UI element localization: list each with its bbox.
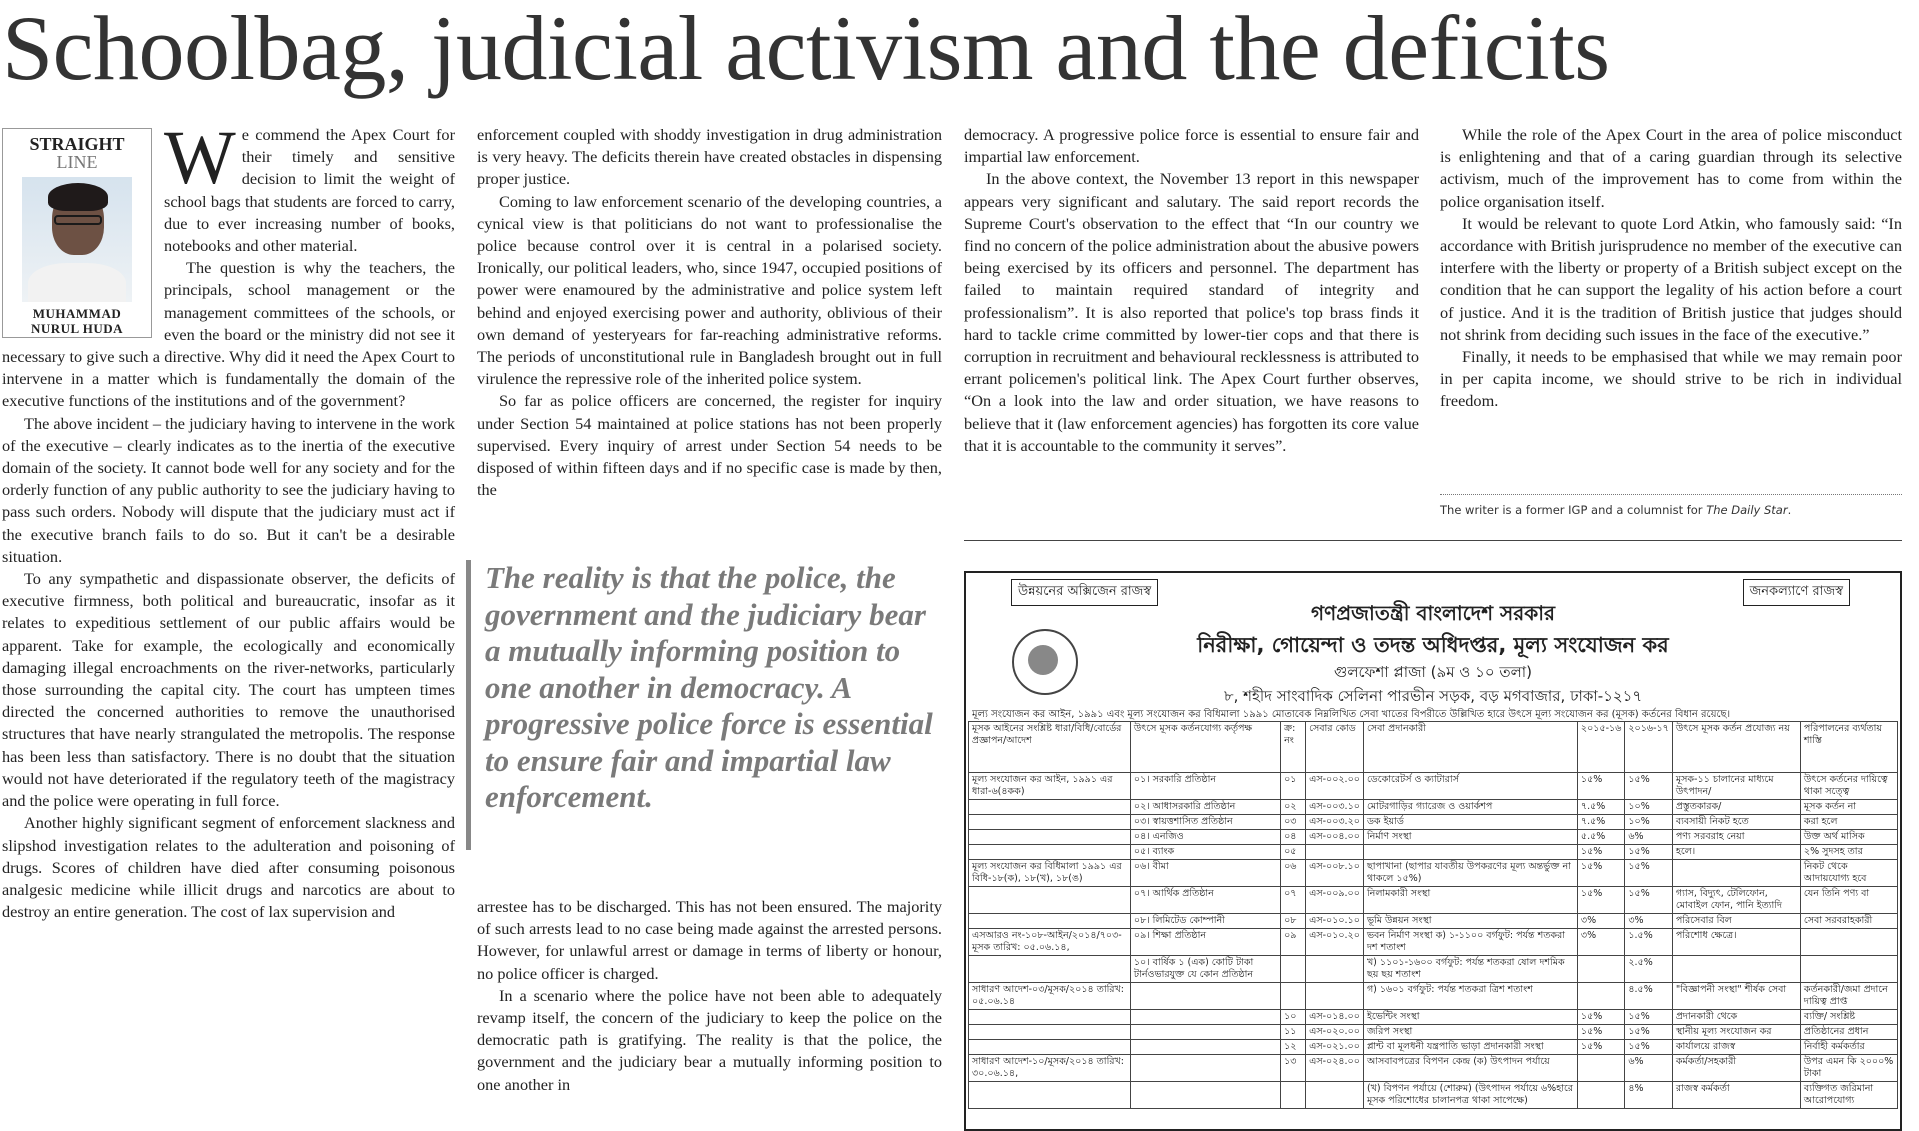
table-cell: ০৩ <box>1281 815 1306 830</box>
table-cell: ০৮। লিমিটেড কোম্পানী <box>1130 914 1280 929</box>
table-header: ক্র: নং <box>1281 722 1306 773</box>
table-cell <box>1130 983 1280 1010</box>
table-cell <box>969 800 1131 815</box>
table-cell: ১০ <box>1281 1010 1306 1025</box>
section-divider <box>964 540 1902 541</box>
table-cell: মূসক কর্তন না <box>1800 800 1897 815</box>
table-cell: নির্বাহী কর্মকর্তার <box>1800 1040 1897 1055</box>
table-cell <box>1577 1055 1624 1082</box>
table-cell: ১.৫% <box>1625 929 1672 956</box>
table-cell <box>969 1010 1131 1025</box>
table-cell: ০৯। শিক্ষা প্রতিষ্ঠান <box>1130 929 1280 956</box>
table-cell: পরিশোধ ক্ষেত্রে। <box>1672 929 1800 956</box>
table-cell: গ) ১৬০১ বর্গফুট: পর্যন্ত শতকরা ত্রিশ শতাংশ <box>1363 983 1577 1010</box>
table-cell <box>969 845 1131 860</box>
ad-tag-right: জনকল্যাণে রাজস্ব <box>1743 579 1850 606</box>
table-cell: ৭.৫% <box>1577 800 1624 815</box>
table-row <box>969 845 1898 860</box>
table-cell: ইভেন্টিং সংস্থা <box>1363 1010 1577 1025</box>
table-cell: মূল্য সংযোজন কর আইন, ১৯৯১ এর ধারা-৬(৪কক) <box>969 773 1131 800</box>
paragraph: arrestee has to be discharged. This has not been ensured. The majority of such arrests lead to no case being made against the arrested persons. However, for unlawful arrest or damage in terms of liberty or honour, no police officer is charged. <box>477 897 942 983</box>
table-cell: ১৫% <box>1577 1025 1624 1040</box>
table-cell: ০৪ <box>1281 830 1306 845</box>
table-cell: ডেকোরেটর্স ও ক্যাটারার্স <box>1363 773 1577 800</box>
table-cell <box>1577 1082 1624 1109</box>
table-cell: প্রদানকারী থেকে <box>1672 1010 1800 1025</box>
ad-address: ৮, শহীদ সাংবাদিক সেলিনা পারভীন সড়ক, বড় মগবাজার, ঢাকা-১২১৭ <box>1223 687 1643 705</box>
table-cell <box>1800 956 1897 983</box>
table-cell: পরিসেবার বিল <box>1672 914 1800 929</box>
table-cell: ০৬। বীমা <box>1130 860 1280 887</box>
table-cell <box>1130 1055 1280 1082</box>
table-cell <box>1672 860 1800 887</box>
table-cell: (খ) বিপণন পর্যায়ে (শোরুম) (উৎপাদন পর্যায়ে ৬%হারে মূসক পরিশোধের চালানপত্র থাকা সাপেক্ষে) <box>1363 1082 1577 1109</box>
table-cell <box>1800 929 1897 956</box>
table-cell: ১৫% <box>1625 1010 1672 1025</box>
table-cell: এস-০১৪.০০ <box>1306 1010 1364 1025</box>
paragraph: enforcement coupled with shoddy investigation in drug administration is very heavy. The deficits therein have created obstacles in dispensing proper justice. <box>477 125 942 189</box>
paragraph: The question is why the teachers, the principals, school management or the management committees of the schools, or even the board or the ministry did not see it necessary to give such a directive. Why did it need the Apex Court to intervene in a matter which is fundamentally the domain of the executive functions of the institutions and of the government? <box>2 258 455 411</box>
table-cell: ব্যবসায়ী নিকট হতে <box>1672 815 1800 830</box>
table-cell: এস-০০২.০০ <box>1306 773 1364 800</box>
table-row <box>969 815 1898 830</box>
column-1 <box>2 116 455 923</box>
headline: Schoolbag, judicial activism and the deficits <box>2 0 1610 99</box>
table-cell: ০৭ <box>1281 887 1306 914</box>
table-cell: ০১ <box>1281 773 1306 800</box>
table-cell: জরিপ সংস্থা <box>1363 1025 1577 1040</box>
table-cell: ০৩। স্বায়ত্তশাসিত প্রতিষ্ঠান <box>1130 815 1280 830</box>
table-row <box>969 1040 1898 1055</box>
table-cell: নির্মাণ সংস্থা <box>1363 830 1577 845</box>
table-cell: ০২ <box>1281 800 1306 815</box>
table-cell: ৩% <box>1625 914 1672 929</box>
table-cell: হলে। <box>1672 845 1800 860</box>
table-cell: মোটরগাড়ির গ্যারেজ ও ওয়ার্কশপ <box>1363 800 1577 815</box>
table-cell: এস-০০৪.০০ <box>1306 830 1364 845</box>
paragraph: The above incident – the judiciary having to intervene in the work of the executive – clearly indicates as to the inertia of the executive domain of the society. It cannot bode well for any society and for the orderly function of any public authority to see the judiciary having to pass such orders. Nobody will dispute that the judiciary must act if the executive branch fails to do so. But it can't be a desirable situation. <box>2 413 455 566</box>
table-cell: উৎসে কর্তনের দায়িত্বে থাকা সত্ত্বে <box>1800 773 1897 800</box>
table-cell: সাধারণ আদেশ-১০/মূসক/২০১৪ তারিখ: ৩০.০৬.১৪, <box>969 1055 1131 1082</box>
table-cell <box>1130 1040 1280 1055</box>
table-cell: ৬% <box>1625 830 1672 845</box>
column-4 <box>1440 124 1902 413</box>
table-cell <box>1577 956 1624 983</box>
table-cell <box>1130 1025 1280 1040</box>
table-cell: ৫.৫% <box>1577 830 1624 845</box>
table-cell: ১৫% <box>1577 1040 1624 1055</box>
table-row <box>969 1010 1898 1025</box>
table-row <box>969 1082 1898 1109</box>
table-cell: পণ্য সরবরাহ নেয়া <box>1672 830 1800 845</box>
table-cell: নিলামকারী সংস্থা <box>1363 887 1577 914</box>
table-cell: মূল্য সংযোজন কর বিধিমালা ১৯৯১ এর বিধি-১৮(ক), ১৮(খ), ১৮(ঙ) <box>969 860 1131 887</box>
table-cell: এসআরও নং-১০৮-আইন/২০১৪/৭০৩-মূসক তারিখ: ০৫.০৬.১৪, <box>969 929 1131 956</box>
table-cell <box>969 830 1131 845</box>
table-cell <box>969 956 1131 983</box>
paragraph: Finally, it needs to be emphasised that while we may remain poor in per capita income, we should strive to be rich in individual freedom. <box>1440 347 1902 411</box>
table-cell <box>1281 1082 1306 1109</box>
column-tag-line2: LINE <box>56 152 98 172</box>
table-row <box>969 1025 1898 1040</box>
table-cell: ১৫% <box>1577 773 1624 800</box>
paragraph: Coming to law enforcement scenario of the developing countries, a cynical view is that politicians do not want to professionalise the police because control over it is central in a polarised society. Ironically, our political leaders, who, since 1947, occupied positions of power were enamoured by the administrative and police system left behind and enjoyed exercising power and authority, oblivious of their own demand of yesteryears for far-reaching administrative reforms. The periods of unconstitutional rule in Bangladesh brought out in full virulence the repressive role of the inherited police system. <box>477 191 942 389</box>
table-cell <box>1281 956 1306 983</box>
table-cell: এস-০২১.০০ <box>1306 1040 1364 1055</box>
table-row <box>969 929 1898 956</box>
table-cell: ৭.৫% <box>1577 815 1624 830</box>
author-first-name: MUHAMMAD <box>32 306 122 321</box>
table-cell: ১০% <box>1625 800 1672 815</box>
table-cell: ১০। বার্ষিক ১ (এক) কোটি টাকা টার্নওভারযুক্ত যে কোন প্রতিষ্ঠান <box>1130 956 1280 983</box>
table-cell: ১৫% <box>1625 1025 1672 1040</box>
table-cell: এস-০২০.০০ <box>1306 1025 1364 1040</box>
table-row <box>969 914 1898 929</box>
table-cell: ০৭। আর্থিক প্রতিষ্ঠান <box>1130 887 1280 914</box>
table-cell: ১৫% <box>1625 773 1672 800</box>
writer-note: The writer is a former IGP and a columnist for The Daily Star. <box>1440 494 1902 517</box>
paragraph: It would be relevant to quote Lord Atkin, who famously said: “In accordance with British jurisprudence no member of the executive can interfere with the liberty or property of a British subject except on the condition that he can support the legality of his action before a court of justice. And it is the tradition of British justice that judges should not shrink from deciding such issues in the face of the executive.” <box>1440 213 1902 344</box>
table-cell: কর্মকর্তা/সহকারী <box>1672 1055 1800 1082</box>
table-cell: এস-০০৩.১০ <box>1306 800 1364 815</box>
table-row <box>969 860 1898 887</box>
table-row <box>969 956 1898 983</box>
table-cell: "বিজ্ঞাপনী সংস্থা" শীর্ষক সেবা <box>1672 983 1800 1010</box>
paragraph: Another highly significant segment of enforcement slackness and slipshod investigation relates to the adulteration and poisoning of drugs. Scores of children have died after consuming poisonous analgesic medicine while illicit drugs and narcotics are about to destroy an entire generation. The cost of lax supervision and <box>2 813 455 922</box>
table-cell: প্লান্ট বা মূলধনী যন্ত্রপাতি ভাড়া প্রদানকারী সংস্থা <box>1363 1040 1577 1055</box>
author-photo <box>22 177 132 302</box>
table-cell <box>1306 845 1364 860</box>
table-cell <box>1130 1082 1280 1109</box>
pull-quote: The reality is that the police, the government and the judiciary bear a mutually informing position to one another in democracy. A progressive police force is essential to ensure fair and impartial law enforcement. <box>466 560 936 850</box>
table-cell: সাধারণ আদেশ-০৩/মূসক/২০১৪ তারিখ: ০৫.০৬.১৪ <box>969 983 1131 1010</box>
ad-tag-left: উন্নয়নের অক্সিজেন রাজস্ব <box>1011 579 1158 606</box>
ad-heading-3: গুলফেশা প্লাজা (৯ম ও ১০ তলা) <box>1334 663 1532 681</box>
table-header: ২০১৫-১৬ <box>1577 722 1624 773</box>
table-cell <box>969 914 1131 929</box>
table-cell: ১৫% <box>1625 860 1672 887</box>
table-cell: করা হলে <box>1800 815 1897 830</box>
table-cell: ১৫% <box>1577 887 1624 914</box>
table-cell: ১৩ <box>1281 1055 1306 1082</box>
paragraph: In a scenario where the police have not been able to adequately revamp itself, the concern of the judiciary to keep the police on the democratic path is gratifying. The reality is that the police, the government and the judiciary bear a mutually informing position to one another in <box>477 985 942 1094</box>
table-header: উৎসে মূসক কর্তন প্রযোজ্য নয় <box>1672 722 1800 773</box>
table-cell: যেন তিনি পণ্য বা <box>1800 887 1897 914</box>
table-cell: ০২। আধাসরকারি প্রতিষ্ঠান <box>1130 800 1280 815</box>
table-cell: এস-০০৮.১০ <box>1306 860 1364 887</box>
ad-heading-2: নিরীক্ষা, গোয়েন্দা ও তদন্ত অধিদপ্তর, মূল্য সংযোজন কর <box>1197 633 1669 657</box>
table-header: উৎসে মূসক কর্তনযোগ্য কর্তৃপক্ষ <box>1130 722 1280 773</box>
table-cell: রাজস্ব কর্মকর্তা <box>1672 1082 1800 1109</box>
table-cell: ভূমি উন্নয়ন সংস্থা <box>1363 914 1577 929</box>
paragraph: In the above context, the November 13 report in this newspaper appears very significant and salutary. The said report records the Supreme Court's observation to the effect that “In our country we find no concern of the police administration about the abusive powers being exercised by its officers and personnel. The department has failed to maintain required standard of integrity and professionalism”. It is also reported that police's top brass finds it hard to tackle crime committed by lower-tier cops and that there is corruption in recruitment and behavioural recklessness is attributed to errant policemen's political link. The Apex Court further observes, “On a look into the law and order situation, we have reasons to believe that it (law enforcement agencies) has forgotten its core value that it is accountable to the community it serves”. <box>964 169 1419 455</box>
column-tag-line1: STRAIGHT <box>29 134 125 154</box>
table-row <box>969 983 1898 1010</box>
table-cell: ভবন নির্মাণ সংস্থা ক) ১-১১০০ বর্গফুট: পর্যন্ত শতকরা দশ শতাংশ <box>1363 929 1577 956</box>
government-advertisement <box>964 571 1902 1131</box>
table-cell <box>1577 983 1624 1010</box>
ad-heading-1: গণপ্রজাতন্ত্রী বাংলাদেশ সরকার <box>1311 601 1555 625</box>
column-3 <box>964 124 1419 457</box>
table-cell: প্রস্তুতকারক/ <box>1672 800 1800 815</box>
drop-cap: W <box>164 116 236 200</box>
column-2-continued <box>477 896 942 1096</box>
table-row <box>969 1055 1898 1082</box>
paragraph: democracy. A progressive police force is essential to ensure fair and impartial law enforcement. <box>964 125 1419 167</box>
table-cell: এস-০২৪.০০ <box>1306 1055 1364 1082</box>
table-cell: এস-০০৩.২০ <box>1306 815 1364 830</box>
table-cell: ৬% <box>1625 1055 1672 1082</box>
table-cell: ১৫% <box>1577 860 1624 887</box>
paragraph: So far as police officers are concerned, the register for inquiry under Section 54 maintained at police stations has not been properly supervised. Every inquiry of arrest under Section 54 needs to be disposed of within fifteen days and if no specific case is made by then, the <box>477 391 942 500</box>
table-cell: ০৫। ব্যাংক <box>1130 845 1280 860</box>
table-cell: ডক ইয়ার্ড <box>1363 815 1577 830</box>
table-cell <box>1306 983 1364 1010</box>
table-cell: ১৫% <box>1577 845 1624 860</box>
table-cell: এস-০০৯.০০ <box>1306 887 1364 914</box>
paragraph: While the role of the Apex Court in the area of police misconduct is enlightening and that of a caring guardian through its selective activism, much of the improvement has to come from within the police organisation itself. <box>1440 125 1902 211</box>
author-last-name: NURUL HUDA <box>30 321 124 336</box>
table-cell: ব্যক্তি/ সংশ্লিষ্ট <box>1800 1010 1897 1025</box>
table-cell <box>1306 1082 1364 1109</box>
table-cell: মূসক-১১ চালানের মাধ্যমে উৎপাদন/ <box>1672 773 1800 800</box>
table-cell: আসবাবপত্রের বিপণন কেন্দ্র (ক) উৎপাদন পর্যায়ে <box>1363 1055 1577 1082</box>
table-cell <box>969 1040 1131 1055</box>
author-mugshot <box>2 128 152 338</box>
table-cell: সেবা সরবরাহকারী <box>1800 914 1897 929</box>
table-cell: ১৫% <box>1625 887 1672 914</box>
table-cell: ১৫% <box>1625 1040 1672 1055</box>
table-cell: ৪% <box>1625 1082 1672 1109</box>
table-cell: ২% সুদসহ তার <box>1800 845 1897 860</box>
table-cell: কার্যালয়ে রাজস্ব <box>1672 1040 1800 1055</box>
table-cell: ০৯ <box>1281 929 1306 956</box>
table-cell <box>969 887 1131 914</box>
table-cell: গ্যাস, বিদ্যুৎ, টেলিফোন, মোবাইল ফোন, পানি ইত্যাদি <box>1672 887 1800 914</box>
table-cell <box>969 815 1131 830</box>
table-row <box>969 773 1898 800</box>
column-2 <box>477 124 942 501</box>
table-cell: কর্তনকারী/জমা প্রদানে দায়িত্ব প্রাপ্ত <box>1800 983 1897 1010</box>
table-cell: ০১। সরকারি প্রতিষ্ঠান <box>1130 773 1280 800</box>
ad-intro: মূল্য সংযোজন কর আইন, ১৯৯১ এবং মূল্য সংযোজন কর বিধিমালা ১৯৯১ মোতাবেক নিম্নলিখিত সেবা খাতের বিপরীতে উল্লিখিত হারে উৎসে মূল্য সংযোজন কর (মূসক) কর্তনের বিধান রয়েছে। <box>972 709 1731 720</box>
table-cell: প্রতিষ্ঠানের প্রধান <box>1800 1025 1897 1040</box>
table-cell: উক্ত অর্থ মাসিক <box>1800 830 1897 845</box>
table-cell <box>1672 956 1800 983</box>
table-cell <box>969 1025 1131 1040</box>
table-cell: ২.৫% <box>1625 956 1672 983</box>
paragraph: To any sympathetic and dispassionate observer, the deficits of executive firmness, both political and bureaucratic, insofar as it relates to expeditious settlement of our public affairs would be apparent. Take for example, the ecologically and economically damaging illegal encroachments on the river-networks, particularly those surrounding the capital city. The court has umpteen times directed the concerned authorities to remove the unauthorised structures that have nearly strangulated the metropolis. The response has been less than satisfactory. There is no doubt that the situation would not have deteriorated if the regulatory teeth of the magistracy and the police were operating in full force. <box>2 569 455 811</box>
table-cell <box>1363 845 1577 860</box>
table-header: মূসক আইনের সংশ্লিষ্ট ধারা/বিধি/বোর্ডের প্রজ্ঞাপন/আদেশ <box>969 722 1131 773</box>
table-header: সেবা প্রদানকারী <box>1363 722 1577 773</box>
table-cell: ৩% <box>1577 914 1624 929</box>
table-cell: ০৪। এনজিও <box>1130 830 1280 845</box>
table-cell: ১৫% <box>1625 845 1672 860</box>
table-cell: ০৫ <box>1281 845 1306 860</box>
table-cell: এস-০১০.২০ <box>1306 929 1364 956</box>
table-cell <box>1130 1010 1280 1025</box>
table-cell: ৪.৫% <box>1625 983 1672 1010</box>
table-cell: উপর এমন কি ২০০০% টাকা <box>1800 1055 1897 1082</box>
table-cell: ছাপাখানা (ছাপার যাবতীয় উপকরণের মূল্য অন্তর্ভুক্ত না থাকলে ১৫%) <box>1363 860 1577 887</box>
table-cell: ১১ <box>1281 1025 1306 1040</box>
table-cell <box>1281 983 1306 1010</box>
table-row <box>969 830 1898 845</box>
table-cell: এস-০১০.১০ <box>1306 914 1364 929</box>
table-row <box>969 800 1898 815</box>
table-cell <box>969 1082 1131 1109</box>
table-header: ২০১৬-১৭ <box>1625 722 1672 773</box>
table-cell: ৩% <box>1577 929 1624 956</box>
table-cell: নিকট থেকে আদায়যোগ্য হবে <box>1800 860 1897 887</box>
table-row <box>969 887 1898 914</box>
table-header: সেবার কোড <box>1306 722 1364 773</box>
table-cell: স্থানীয় মূল্য সংযোজন কর <box>1672 1025 1800 1040</box>
table-cell: খ) ১১০১-১৬০০ বর্গফুট: পর্যন্ত শতকরা ষোল দশমিক ছয় ছয় শতাংশ <box>1363 956 1577 983</box>
table-cell: ১২ <box>1281 1040 1306 1055</box>
table-header: পরিপালনের ব্যর্থতায় শাস্তি <box>1800 722 1897 773</box>
table-cell: ১০% <box>1625 815 1672 830</box>
table-cell: ব্যক্তিগত জরিমানা আরোপযোগ্য <box>1800 1082 1897 1109</box>
table-cell: ১৫% <box>1577 1010 1624 1025</box>
paragraph: We commend the Apex Court for their timely and sensitive decision to limit the weight of school bags that students are forced to carry, due to ever increasing number of books, notebooks and other material. <box>164 116 455 256</box>
vat-table <box>968 721 1898 1109</box>
newspaper-name: The Daily Star <box>1706 503 1788 517</box>
table-cell <box>1306 956 1364 983</box>
table-cell: ০৬ <box>1281 860 1306 887</box>
table-cell: ০৮ <box>1281 914 1306 929</box>
